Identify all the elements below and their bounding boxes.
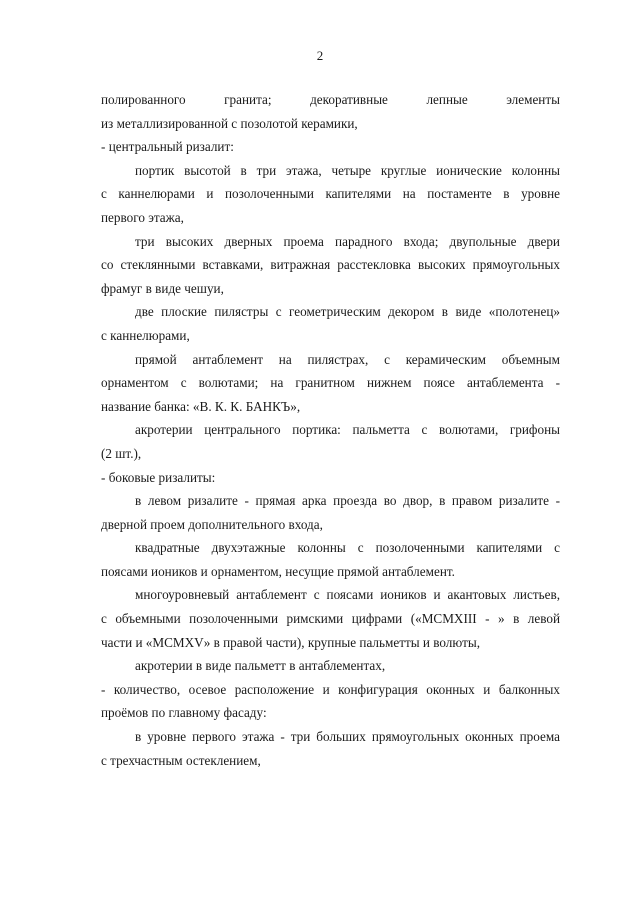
text-line: в левом ризалите - прямая арка проезда во двор, в правом ризалите -: [135, 493, 560, 509]
text-line: с каннелюрами,: [101, 327, 190, 343]
text-line: проёмов по главному фасаду:: [101, 705, 267, 721]
text-line: в уровне первого этажа - три больших прямоугольных оконных проема: [135, 729, 560, 745]
paragraph: [101, 348, 560, 419]
paragraph: [101, 725, 560, 772]
text-line: акротерии центрального портика: пальметта с волютами, грифоны: [135, 422, 560, 438]
paragraph: [101, 135, 560, 159]
document-body: [101, 88, 560, 772]
paragraph: [101, 654, 560, 678]
paragraph: [101, 88, 560, 135]
paragraph: [101, 230, 560, 301]
text-line: полированного гранита; декоративные лепные элементы: [101, 92, 560, 107]
text-line: фрамуг в виде чешуи,: [101, 280, 224, 296]
text-line: первого этажа,: [101, 209, 184, 225]
text-line: многоуровневый антаблемент с поясами иоников и акантовых листьев,: [135, 587, 560, 603]
text-line: название банка: «В. К. К. БАНКЪ»,: [101, 398, 301, 414]
paragraph: [101, 678, 560, 725]
paragraph: [101, 418, 560, 465]
paragraph: [101, 583, 560, 654]
page-number: 2: [316, 48, 324, 63]
paragraph: [101, 489, 560, 536]
paragraph: [101, 159, 560, 230]
text-line: три высоких дверных проема парадного входа; двупольные двери: [135, 233, 560, 249]
text-line: поясами иоников и орнаментом, несущие прямой антаблемент.: [101, 563, 455, 579]
text-line: две плоские пилястры с геометрическим декором в виде «полотенец»: [135, 304, 560, 320]
text-line: со стеклянными вставками, витражная расстекловка высоких прямоугольных: [101, 257, 560, 273]
text-line: дверной проем дополнительного входа,: [101, 516, 323, 532]
text-line: с каннелюрами и позолоченными капителями на постаменте в уровне: [101, 186, 560, 202]
text-line: - количество, осевое расположение и конфигурация оконных и балконных: [101, 681, 560, 697]
text-line: - боковые ризалиты:: [101, 469, 216, 485]
text-line: прямой антаблемент на пилястрах, с керамическим объемным: [135, 351, 560, 367]
text-line: орнаментом с волютами; на гранитном нижнем поясе антаблемента -: [101, 375, 560, 391]
paragraph: [101, 536, 560, 583]
text-line: квадратные двухэтажные колонны с позолоченными капителями с: [135, 540, 560, 556]
text-line: с объемными позолоченными римскими цифрами («MCMXIII - » в левой: [101, 611, 560, 627]
text-line: части и «MCMXV» в правой части), крупные пальметты и волюты,: [101, 634, 480, 650]
paragraph: [101, 300, 560, 347]
text-line: из металлизированной с позолотой керамики,: [101, 115, 358, 131]
paragraph: [101, 466, 560, 490]
text-line: с трехчастным остеклением,: [101, 752, 261, 768]
text-line: акротерии в виде пальметт в антаблементах,: [135, 658, 386, 674]
text-line: портик высотой в три этажа, четыре круглые ионические колонны: [135, 162, 560, 178]
text-line: - центральный ризалит:: [101, 139, 234, 155]
text-line: (2 шт.),: [101, 445, 142, 461]
